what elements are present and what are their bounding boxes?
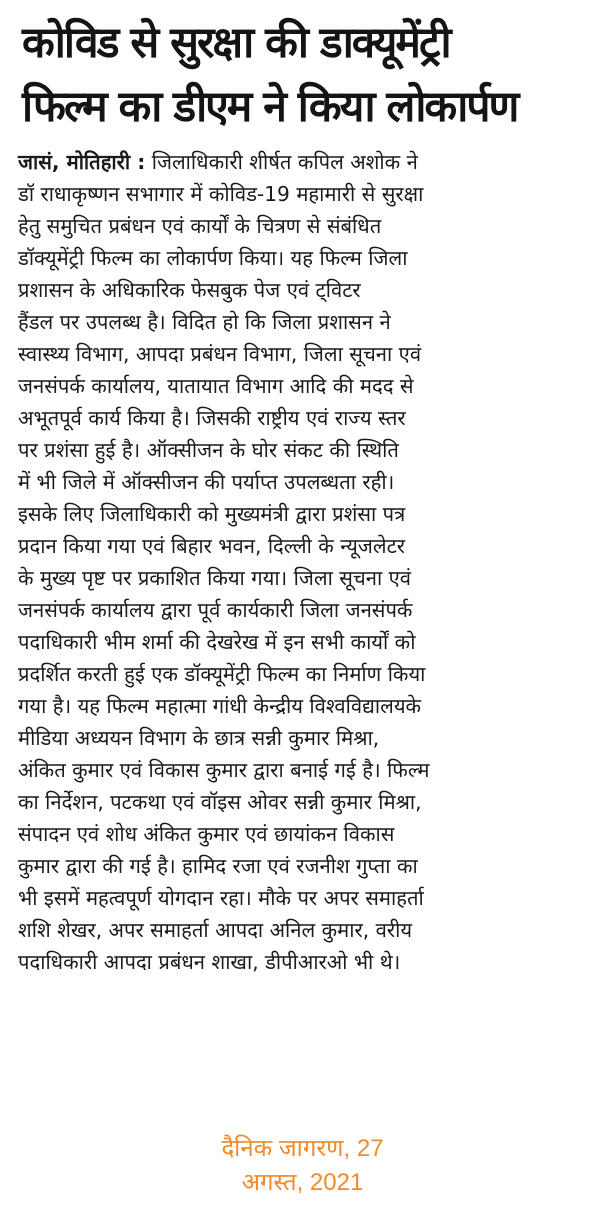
article-line: पदाधिकारी भीम शर्मा की देखरेख में इन सभी कार्यों को xyxy=(18,630,416,654)
article-line: गया है। यह फिल्म महात्मा गांधी केन्द्रीय विश्वविद्यालयके xyxy=(18,694,422,718)
article-body xyxy=(18,146,598,978)
source-caption-line-2: अगस्त, 2021 xyxy=(241,1169,364,1196)
article-line: जनसंपर्क कार्यालय द्वारा पूर्व कार्यकारी जिला जनसंपर्क xyxy=(18,598,413,622)
article-line: डॉ राधाकृष्णन सभागार में कोविड-19 महामारी से सुरक्षा xyxy=(18,182,424,206)
article-line-text: जिलाधिकारी शीर्षत कपिल अशोक ने xyxy=(151,150,418,174)
article-line: कुमार द्वारा की गई है। हामिद रजा एवं रजनीश गुप्ता का xyxy=(18,854,418,878)
article-line: के मुख्य पृष्ट पर प्रकाशित किया गया। जिला सूचना एवं xyxy=(18,566,412,590)
article-line: भी इसमें महत्वपूर्ण योगदान रहा। मौके पर अपर समाहर्ता xyxy=(18,886,424,910)
article-line: जनसंपर्क कार्यालय, यातायात विभाग आदि की मदद से xyxy=(18,374,414,398)
article-line: हैंडल पर उपलब्ध है। विदित हो कि जिला प्रशासन ने xyxy=(18,310,391,334)
source-caption-line-1: दैनिक जागरण, 27 xyxy=(221,1135,384,1162)
headline-line-1: कोविड से सुरक्षा की डाक्यूमेंट्री xyxy=(22,18,450,68)
article-line: अभूतपूर्व कार्य किया है। जिसकी राष्ट्रीय एवं राज्य स्तर xyxy=(18,406,406,430)
article-line: प्रशासन के अधिकारिक फेसबुक पेज एवं ट्विटर xyxy=(18,278,361,302)
byline: जासं, मोतिहारी : xyxy=(18,150,146,174)
headline-line-2: फिल्म का डीएम ने किया लोकार्पण xyxy=(22,82,518,132)
article-line: इसके लिए जिलाधिकारी को मुख्यमंत्री द्वारा प्रशंसा पत्र xyxy=(18,502,406,526)
article-line: शशि शेखर, अपर समाहर्ता आपदा अनिल कुमार, वरीय xyxy=(18,918,413,942)
article-line: अंकित कुमार एवं विकास कुमार द्वारा बनाई गई है। फिल्म xyxy=(18,758,430,782)
article-line: मीडिया अध्ययन विभाग के छात्र सन्नी कुमार मिश्रा, xyxy=(18,726,380,750)
article-line: पदाधिकारी आपदा प्रबंधन शाखा, डीपीआरओ भी थे। xyxy=(18,950,401,974)
article-line: स्वास्थ्य विभाग, आपदा प्रबंधन विभाग, जिला सूचना एवं xyxy=(18,342,422,366)
article-line: प्रदर्शित करती हुई एक डॉक्यूमेंट्री फिल्म का निर्माण किया xyxy=(18,662,426,686)
article-line: डॉक्यूमेंट्री फिल्म का लोकार्पण किया। यह फिल्म जिला xyxy=(18,246,408,270)
article-line: प्रदान किया गया एवं बिहार भवन, दिल्ली के न्यूजलेटर xyxy=(18,534,406,558)
article-line: का निर्देशन, पटकथा एवं वॉइस ओवर सन्नी कुमार मिश्रा, xyxy=(18,790,422,814)
article-line: हेतु समुचित प्रबंधन एवं कार्यों के चित्रण से संबंधित xyxy=(18,214,382,238)
article-line: पर प्रशंसा हुई है। ऑक्सीजन के घोर संकट की स्थिति xyxy=(18,438,399,462)
article-line: संपादन एवं शोध अंकित कुमार एवं छायांकन विकास xyxy=(18,822,395,846)
article-line: में भी जिले में ऑक्सीजन की पर्याप्त उपलब्धता रही। xyxy=(18,470,395,494)
article-line xyxy=(18,146,590,178)
